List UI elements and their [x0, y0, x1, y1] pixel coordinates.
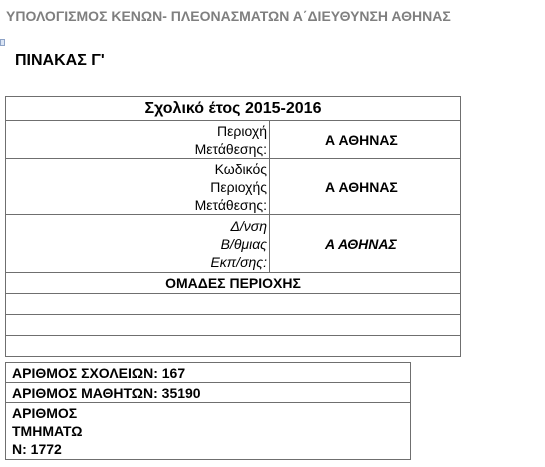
area-groups-row	[6, 273, 461, 294]
empty-cell-1	[6, 294, 461, 315]
schools-row	[6, 363, 411, 383]
students-cell: ΑΡΙΘΜΟΣ ΜΑΘΗΤΩΝ: 35190	[6, 383, 411, 403]
area-row	[6, 121, 461, 159]
table-title: ΠΙΝΑΚΑΣ Γ'	[15, 52, 105, 69]
school-year-cell: Σχολικό έτος 2015-2016	[6, 97, 461, 121]
area-value-cell: Α ΑΘΗΝΑΣ	[270, 121, 461, 159]
small-marker-icon	[0, 39, 5, 46]
directorate-label-line-3: Εκπ/σης:	[210, 253, 267, 270]
area-label-line-2: Μετάθεσης:	[194, 140, 267, 157]
classes-line-3: Ν: 1772	[12, 441, 62, 457]
document-header: ΥΠΟΛΟΓΙΣΜΟΣ ΚΕΝΩΝ- ΠΛΕΟΝΑΣΜΑΤΩΝ Α΄ΔΙΕΥΘΥΝΣΗ ΑΘΗΝΑΣ	[6, 8, 451, 24]
area-label-line-1: Περιοχή	[217, 122, 267, 139]
empty-cell-3	[6, 336, 461, 357]
area-code-row	[6, 159, 461, 215]
classes-line-2: ΤΜΗΜΑΤΩ	[12, 423, 83, 439]
empty-row-2	[6, 315, 461, 336]
empty-cell-2	[6, 315, 461, 336]
area-code-value-cell: Α ΑΘΗΝΑΣ	[270, 159, 461, 215]
empty-row-1	[6, 294, 461, 315]
classes-cell	[6, 403, 411, 460]
students-row	[6, 383, 411, 403]
summary-table	[5, 362, 411, 460]
directorate-label-line-1: Δ/νση	[230, 217, 267, 234]
area-code-label-line-3: Μετάθεσης:	[194, 196, 267, 213]
main-info-table	[5, 96, 461, 357]
empty-row-3	[6, 336, 461, 357]
area-groups-cell: ΟΜΑΔΕΣ ΠΕΡΙΟΧΗΣ	[6, 273, 461, 294]
area-code-label-line-1: Κωδικός	[214, 160, 267, 177]
school-year-row	[6, 97, 461, 121]
area-code-label-cell	[6, 159, 270, 215]
classes-line-1: ΑΡΙΘΜΟΣ	[12, 405, 78, 421]
schools-cell: ΑΡΙΘΜΟΣ ΣΧΟΛΕΙΩΝ: 167	[6, 363, 411, 383]
directorate-label-line-2: Β/θμιας	[220, 235, 267, 252]
area-label-cell	[6, 121, 270, 159]
directorate-value-cell: Α ΑΘΗΝΑΣ	[270, 215, 461, 273]
directorate-row	[6, 215, 461, 273]
directorate-label-cell	[6, 215, 270, 273]
classes-row	[6, 403, 411, 460]
area-code-label-line-2: Περιοχής	[210, 178, 267, 195]
